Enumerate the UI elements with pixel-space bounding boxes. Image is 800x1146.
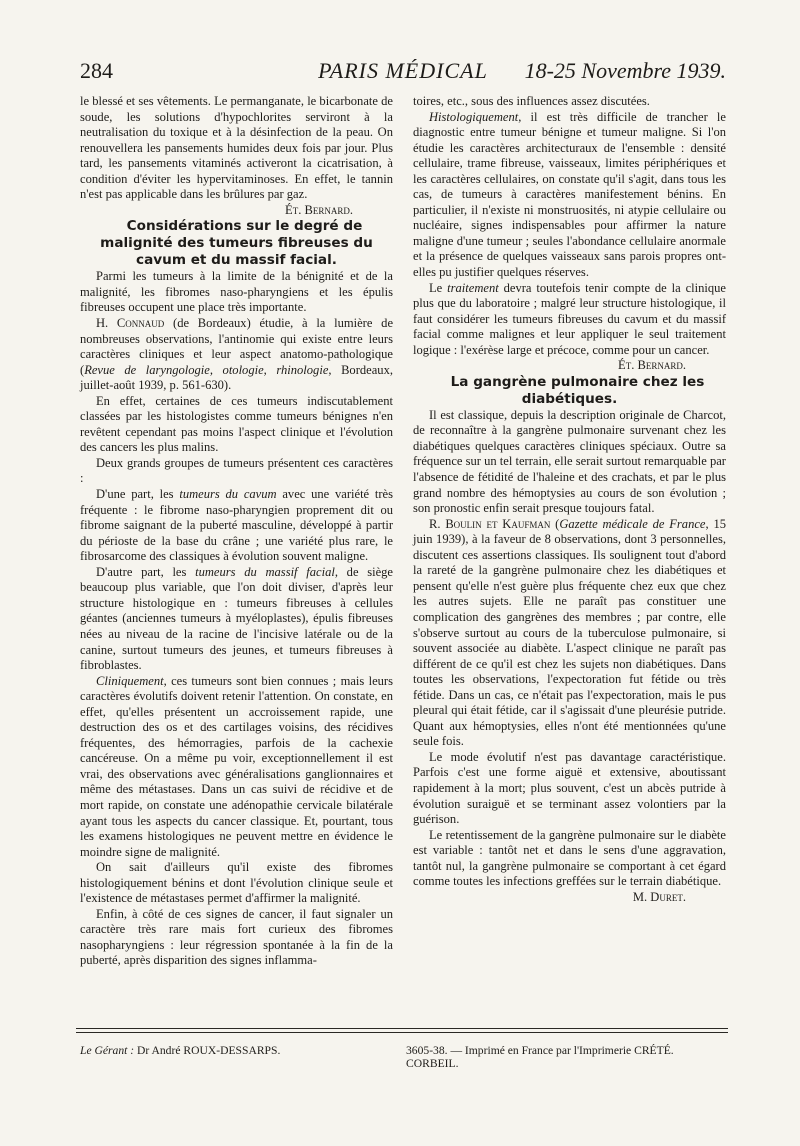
footer-divider: [76, 1028, 728, 1029]
paragraph: Deux grands groupes de tumeurs présentent ces caractères :: [80, 455, 393, 486]
page-header: [80, 58, 726, 88]
author-signature: Ét. Bernard.: [285, 202, 353, 217]
issue-date: 18-25 Novembre 1939.: [524, 58, 726, 83]
author-signature: Ét. Bernard.: [618, 358, 686, 373]
printer-imprint: 3605-38. — Imprimé en France par l'Imprimerie CRÉTÉ. CORBEIL.: [406, 1044, 674, 1070]
paragraph: R. Boulin et Kaufman (Gazette médicale de France, 15 juin 1939), à la faveur de 8 observations, dont 3 personnelles, discutent ces assertions classiques. Ils soulignent tout d'abord la rareté de la gangrène pulmonaire chez les diabétiques et pensent qu'elle n'est guère plus fréquente chez eux que chez les autres sujets. Elle ne paraît pas constituer une complication des gangrènes des membres ; par contre, elle s'observe surtout au cours de la tuberculose pulmonaire, si souvent associée au diabète. L'aspect clinique ne paraît pas différent de ce qu'il est chez les sujets non diabétiques. Dans toutes les observations, l'expectoration fut fétide ou très fétide. Dans un cas, ce n'était pas l'expectoration, mais le pus pleural qui était fétide, car il s'agissait d'une pleurésie putride. Quant aux hémoptysies, elles n'ont été mentionnées qu'une seule fois.: [413, 516, 727, 749]
paragraph: En effet, certaines de ces tumeurs indiscutablement classées par les histologistes comme tumeurs bénignes n'en revêtent cependant pas moins l'aspect clinique et l'évolution des cancers les plus malins.: [80, 393, 393, 455]
paragraph: Parmi les tumeurs à la limite de la bénignité et de la malignité, les fibromes naso-pharyngiens et les épulis fibreuses occupent une place très importante.: [80, 269, 393, 315]
article-title: La gangrène pulmonaire chez les diabétiques.: [450, 373, 705, 407]
article-title: Considérations sur le degré de malignité des tumeurs fibreuses du cavum et du massif facial.: [100, 218, 373, 269]
paragraph: Le mode évolutif n'est pas davantage caractéristique. Parfois c'est une forme aiguë et extensive, aboutissant rapidement à la mort; plus souvent, c'est un abcès putride à évolution suraiguë et se terminant assez volontiers par la guérison.: [413, 749, 726, 827]
author-signature: M. Duret.: [632, 889, 686, 904]
journal-title: PARIS MÉDICAL: [318, 58, 488, 83]
paragraph: Il est classique, depuis la description originale de Charcot, de reconnaître à la gangrène pulmonaire survenant chez les diabétiques quelques caractères cliniques spéciaux. Outre sa fréquence sur un tel terrain, elle serait surtout remarquable par l'absence de fétidité de l'haleine et des crachats, et par le plus grand nombre des hémoptysies au cours de son évolution ; son pronostic enfin serait presque toujours fatal.: [413, 407, 726, 516]
paragraph: Le traitement devra toutefois tenir compte de la clinique plus que du laboratoire ; malgré leur structure histologique, il faut considérer les tumeurs fibreuses du cavum et du massif facial comme malignes et leur appliquer le seul traitement logique : l'exérèse large et précoce, comme pour un cancer.: [413, 280, 727, 357]
author-name: R. Boulin et Kaufman: [429, 516, 551, 531]
footer-divider-thin: [76, 1032, 728, 1033]
paragraph: Cliniquement, ces tumeurs sont bien connues ; mais leurs caractères évolutifs doivent retenir l'attention. On constate, en effet, qu'elles présentent un accroissement rapide, une destruction des os et des cartilages voisins, des récidives fréquentes, des hémorragies, parfois de la cachexie cancéreuse. On a même pu voir, exceptionnellement il est vrai, des observations avec généralisations ganglionnaires et même des métastases. Dans un cas suivi de récidive et de mort rapide, on constate une adénopathie cervicale bilatérale ayant tous les aspects du cancer classique. Et, pourtant, tous les examens histologiques ne peuvent mettre en évidence le moindre signe de malignité.: [80, 673, 393, 859]
paragraph: Le retentissement de la gangrène pulmonaire sur le diabète est variable : tantôt net et dans le sens d'une aggravation, tantôt nul, la gangrène pulmonaire se comportant à cet égard comme toutes les infections greffées sur le terrain diabétique.: [413, 827, 726, 889]
continued-paragraph: le blessé et ses vêtements. Le permanganate, le bicarbonate de soude, les solutions d'hypochlorites serviront à la neutralisation du toxique et à la désinfection de la peau. On renouvellera les pansements humides deux fois par jour. Plus tard, les pansements vitaminés activeront la cicatrisation, à condition d'éviter les hypervitaminoses. En effet, le tannin n'est pas applicable dans les brûlures par gaz.: [80, 94, 393, 202]
paragraph: H. Connaud (de Bordeaux) étudie, à la lumière de nombreuses observations, l'antinomie qui existe entre leurs caractères cliniques et leur aspect anatomo-pathologique (Revue de laryngologie, otologie, rhinologie, Bordeaux, juillet-août 1939, p. 561-630).: [80, 316, 394, 393]
left-column: [80, 94, 393, 969]
journal-reference: Revue de laryngologie, otologie, rhinologie: [84, 362, 329, 377]
continued-paragraph: toires, etc., sous des influences assez discutées.: [413, 94, 650, 108]
paragraph: Enfin, à côté de ces signes de cancer, il faut signaler un caractère très rare mais fort curieux des fibromes nasopharyngiens : leur régression spontanée à la fin de la puberté, après disparition des signes inflamma-: [80, 906, 393, 968]
paragraph: D'autre part, les tumeurs du massif facial, de siège beaucoup plus variable, que l'on doit diviser, d'après leur structure histologique en : tumeurs fibreuses à cellules géantes (anciennes tumeurs à myéloplastes), épulis fibreuses nées au niveau de la racine de l'incisive latérale ou de la canine, surtout tumeurs des jeunes, et tumeurs fibreuses à fibroblastes.: [80, 564, 393, 673]
paragraph: Histologiquement, il est très difficile de trancher le diagnostic entre tumeur bénigne et tumeur maligne. Si l'on étudie les caractères architecturaux de l'ensemble : densité cellulaire, trame fibreuse, vaisseaux, limites périphériques et les caractères cellulaires, on constate qu'il s'agit, dans tous les cas, de tumeurs à caractères manifestement bénins. En particulier, il n'existe ni monstruosités, ni atypie cellulaire ou nucléaire, signes indispensables pour affirmer la nature maligne d'une tumeur ; seules l'abondance cellulaire anormale et la présence de quelques vaisseaux sans parois propres ont-elles pu justifier quelques réserves.: [413, 109, 726, 280]
page-number: 284: [80, 58, 113, 83]
paragraph: D'une part, les tumeurs du cavum avec une variété très fréquente : le fibrome naso-pharyngien proprement dit ou fibrome saignant de la puberté masculine, développé à partir du périoste de la base du crâne ; une variété plus rare, le fibrosarcome des classiques à évolution souvent maligne.: [80, 487, 394, 564]
right-column: [413, 94, 726, 905]
publisher-manager: Le Gérant : Dr André ROUX-DESSARPS.: [80, 1044, 281, 1057]
paragraph: On sait d'ailleurs qu'il existe des fibromes histologiquement bénins et dont l'évolution clinique seule et l'existence de métastases permet d'affirmer la malignité.: [80, 860, 393, 906]
journal-reference: Gazette médicale de France: [559, 516, 706, 531]
author-name: H. Connaud: [96, 316, 165, 331]
